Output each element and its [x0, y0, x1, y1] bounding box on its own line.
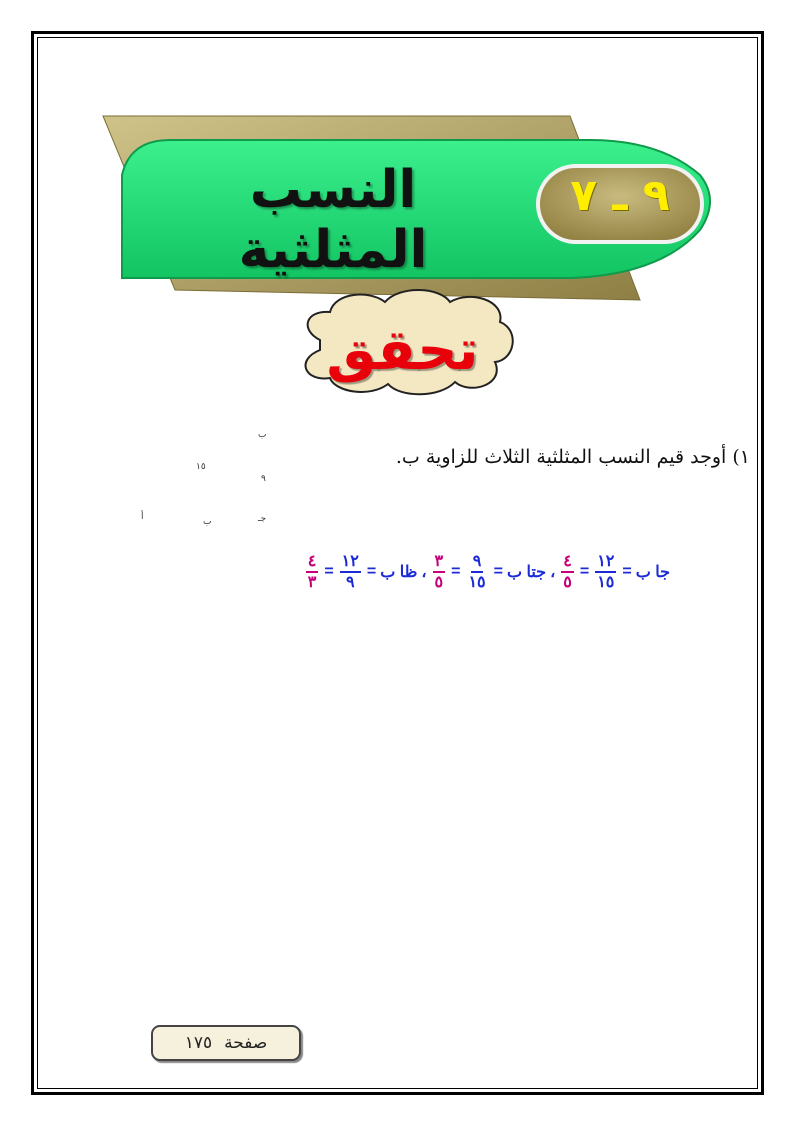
cos-label: جتا ب	[506, 564, 547, 581]
figure-vertex-right: جـ	[258, 514, 267, 524]
separator: ،	[421, 564, 427, 581]
equals-sign: =	[493, 563, 503, 580]
figure-vertical-label: ٩	[261, 474, 266, 484]
cos-simplified-numerator: ٣	[433, 554, 446, 573]
sin-simplified-fraction	[561, 554, 574, 591]
lesson-number: ٩ ـ ٧	[570, 170, 670, 221]
equals-sign: =	[366, 563, 377, 580]
tan-numerator: ١٢	[340, 554, 361, 573]
tan-simplified-fraction	[306, 554, 319, 591]
equals-sign: =	[579, 563, 590, 580]
page-number: ١٧٥	[184, 1033, 213, 1053]
tan-label: ظا ب	[380, 564, 418, 581]
separator: ،	[550, 564, 556, 581]
tan-fraction	[340, 554, 361, 591]
cos-simplified-fraction	[433, 554, 446, 591]
equals-sign: =	[622, 563, 632, 580]
tan-simplified-numerator: ٤	[306, 554, 319, 573]
tan-denominator: ٩	[345, 573, 355, 591]
cos-numerator: ٩	[471, 554, 484, 573]
figure-vertex-top: ب	[258, 430, 267, 440]
tan-simplified-denominator: ٣	[307, 573, 317, 591]
equals-sign: =	[324, 563, 334, 580]
sin-label: جا ب	[635, 564, 670, 581]
cos-fraction	[466, 554, 487, 591]
sin-simplified-denominator: ٥	[563, 573, 572, 591]
figure-vertex-left: أ	[141, 512, 144, 522]
question-1: ١) أوجد قيم النسب المثلثية الثلاث للزاوية ب.	[395, 446, 750, 468]
cos-denominator: ١٥	[468, 573, 486, 591]
sin-simplified-numerator: ٤	[561, 554, 574, 573]
sin-numerator: ١٢	[595, 554, 616, 573]
equals-sign: =	[451, 563, 461, 580]
figure-hypotenuse-label: ١٥	[196, 462, 206, 472]
sin-denominator: ١٥	[597, 573, 615, 591]
page-word: صفحة	[224, 1033, 268, 1053]
lesson-title: النسب المثلثية	[238, 160, 428, 280]
sin-fraction	[595, 554, 616, 591]
answer-line	[220, 552, 670, 592]
cos-simplified-denominator: ٥	[434, 573, 444, 591]
page-number-box	[151, 1025, 301, 1061]
figure-horizontal-label: ب	[203, 517, 212, 527]
section-label: تحقق	[326, 318, 479, 383]
